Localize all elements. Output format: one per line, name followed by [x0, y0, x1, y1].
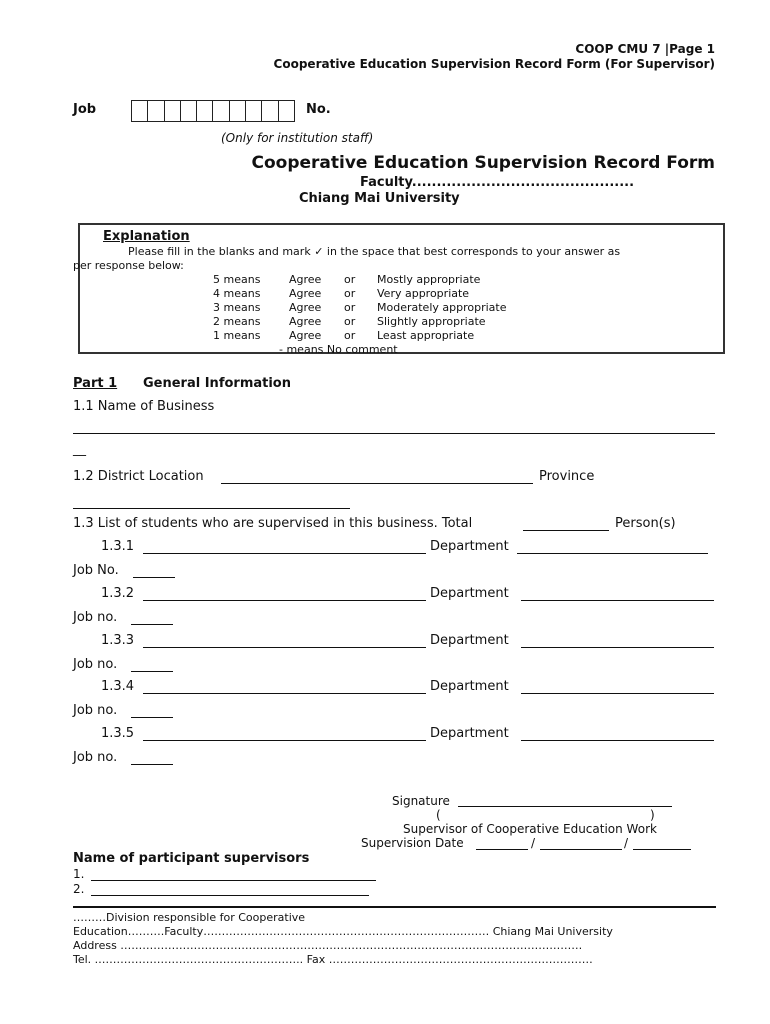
date-day-field[interactable] — [476, 849, 528, 850]
student-job-label: Job no. — [73, 750, 118, 765]
student-num: 1.3.3 — [101, 633, 135, 648]
scale-or: or — [344, 329, 356, 342]
scale-or: or — [344, 301, 356, 314]
footer-faculty: Education……….Faculty…………………………………………………………………… Chiang Mai University — [73, 925, 613, 938]
business-name-label: 1.1 Name of Business — [73, 399, 215, 414]
scale-means: 2 means — [213, 315, 261, 328]
job-label: Job — [73, 102, 97, 117]
date-month-field[interactable] — [540, 849, 622, 850]
scale-desc: Slightly appropriate — [377, 315, 486, 328]
scale-or: or — [344, 315, 356, 328]
student-dept-label: Department — [430, 586, 509, 601]
student-dept-label: Department — [430, 633, 509, 648]
explanation-heading: Explanation — [103, 229, 190, 244]
scale-or: or — [344, 287, 356, 300]
job-number-cell[interactable] — [197, 101, 213, 121]
student-job-field[interactable] — [131, 671, 173, 672]
signature-paren-open: ( — [436, 808, 441, 822]
students-label: 1.3 List of students who are supervised in this business. Total — [73, 516, 473, 531]
date-year-field[interactable] — [633, 849, 691, 850]
job-number-cell[interactable] — [262, 101, 278, 121]
explanation-intro-2: per response below: — [73, 259, 184, 272]
student-dept-field[interactable] — [521, 600, 714, 601]
participant-num: 1. — [73, 867, 85, 881]
student-dept-label: Department — [430, 679, 509, 694]
form-subtitle: Cooperative Education Supervision Record Form (For Supervisor) — [273, 57, 715, 71]
student-dept-label: Department — [430, 726, 509, 741]
district-label: 1.2 District Location — [73, 469, 204, 484]
student-num: 1.3.2 — [101, 586, 135, 601]
student-dept-field[interactable] — [521, 740, 714, 741]
student-job-field[interactable] — [131, 717, 173, 718]
scale-means: 3 means — [213, 301, 261, 314]
business-name-field[interactable] — [73, 433, 715, 434]
job-number-boxes[interactable] — [131, 100, 295, 122]
student-name-field[interactable] — [143, 553, 426, 554]
scale-word: Agree — [289, 329, 322, 342]
student-dept-field[interactable] — [521, 693, 714, 694]
student-job-field[interactable] — [133, 577, 175, 578]
scale-or: or — [344, 273, 356, 286]
part1-title: General Information — [143, 376, 291, 391]
signature-label: Signature — [392, 794, 450, 808]
student-name-field[interactable] — [143, 647, 426, 648]
job-number-cell[interactable] — [181, 101, 197, 121]
scale-desc: Least appropriate — [377, 329, 475, 342]
job-number-cell[interactable] — [213, 101, 229, 121]
student-dept-field[interactable] — [517, 553, 708, 554]
scale-no-comment: - means No comment — [279, 343, 398, 356]
job-number-cell[interactable] — [148, 101, 164, 121]
scale-means: 5 means — [213, 273, 261, 286]
scale-word: Agree — [289, 315, 322, 328]
job-number-cell[interactable] — [279, 101, 294, 121]
province-label: Province — [539, 469, 595, 484]
persons-label: Person(s) — [615, 516, 676, 531]
student-job-label: Job no. — [73, 610, 118, 625]
student-num: 1.3.5 — [101, 726, 135, 741]
part1-label: Part 1 — [73, 376, 118, 391]
job-no-label: No. — [306, 102, 331, 117]
students-total-field[interactable] — [523, 530, 609, 531]
district-field[interactable] — [221, 483, 533, 484]
job-number-cell[interactable] — [230, 101, 246, 121]
explanation-intro-1: Please fill in the blanks and mark ✓ in the space that best corresponds to your answer as — [128, 245, 621, 258]
student-name-field[interactable] — [143, 740, 426, 741]
signature-paren-close: ) — [650, 808, 655, 822]
job-number-cell[interactable] — [165, 101, 181, 121]
footer-divider — [73, 906, 716, 908]
student-dept-label: Department — [430, 539, 509, 554]
page-ref: COOP CMU 7 |Page 1 — [575, 42, 715, 56]
student-job-label: Job No. — [73, 563, 119, 578]
student-dept-field[interactable] — [521, 647, 714, 648]
business-name-tail: __ — [73, 442, 86, 457]
footer-address: Address ……………………………………………………………………………………………………………… — [73, 939, 583, 952]
scale-word: Agree — [289, 287, 322, 300]
province-field[interactable] — [73, 508, 350, 509]
supervisor-role: Supervisor of Cooperative Education Work — [403, 822, 657, 836]
date-slash: / — [531, 836, 536, 850]
student-job-label: Job no. — [73, 703, 118, 718]
scale-word: Agree — [289, 273, 322, 286]
student-job-field[interactable] — [131, 764, 173, 765]
scale-desc: Mostly appropriate — [377, 273, 481, 286]
form-title: Cooperative Education Supervision Record Form — [251, 153, 715, 173]
student-job-field[interactable] — [131, 624, 173, 625]
student-num: 1.3.1 — [101, 539, 135, 554]
participant-num: 2. — [73, 882, 85, 896]
participant-name-field[interactable] — [91, 880, 376, 881]
participants-heading: Name of participant supervisors — [73, 851, 310, 866]
job-number-cell[interactable] — [132, 101, 148, 121]
supervision-date-label: Supervision Date — [361, 836, 464, 850]
student-num: 1.3.4 — [101, 679, 135, 694]
student-name-field[interactable] — [143, 600, 426, 601]
staff-only-note: (Only for institution staff) — [221, 131, 374, 145]
footer-contact: Tel. .……………………………………………….. Fax ……………………………………………………………… — [73, 953, 593, 966]
university-name: Chiang Mai University — [299, 191, 460, 206]
participant-name-field[interactable] — [91, 895, 369, 896]
scale-desc: Moderately appropriate — [377, 301, 507, 314]
job-number-cell[interactable] — [246, 101, 262, 121]
scale-desc: Very appropriate — [377, 287, 470, 300]
scale-means: 1 means — [213, 329, 261, 342]
faculty-line: Faculty............................................. — [360, 175, 635, 190]
scale-means: 4 means — [213, 287, 261, 300]
scale-word: Agree — [289, 301, 322, 314]
student-name-field[interactable] — [143, 693, 426, 694]
student-job-label: Job no. — [73, 657, 118, 672]
footer-division: ………Division responsible for Cooperative — [73, 911, 306, 924]
signature-field[interactable] — [458, 806, 672, 807]
date-slash: / — [624, 836, 629, 850]
